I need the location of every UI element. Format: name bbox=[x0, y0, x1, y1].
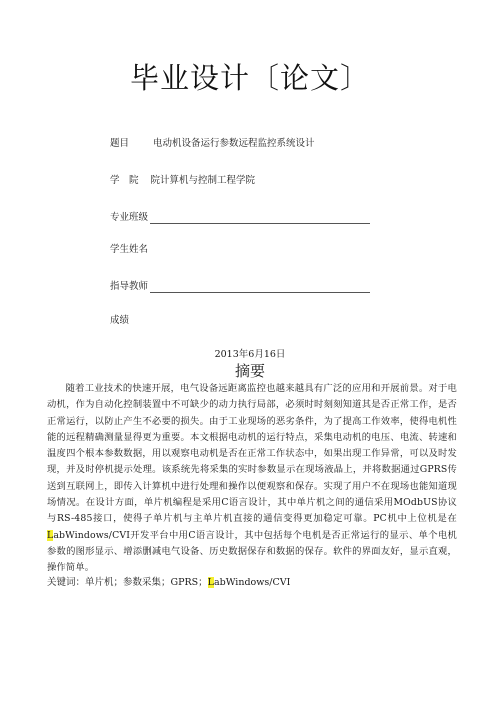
abstract-body bbox=[47, 381, 457, 577]
advisor-field bbox=[110, 281, 370, 293]
keywords-highlight: L bbox=[207, 577, 214, 588]
college-field bbox=[110, 175, 255, 187]
grade-field bbox=[110, 315, 129, 327]
student-label: 学生姓名 bbox=[110, 244, 149, 255]
class-label: 专业班级 bbox=[110, 212, 149, 223]
keywords-line bbox=[47, 574, 290, 588]
class-underline bbox=[150, 214, 370, 224]
topic-field bbox=[110, 138, 315, 150]
topic-value: 电动机设备运行参数远程监控系统设计 bbox=[153, 138, 315, 149]
thesis-title: 毕业设计〔论文〕 bbox=[129, 61, 370, 95]
abstract-paragraph bbox=[47, 381, 457, 577]
topic-label: 题目 bbox=[110, 138, 130, 149]
abstract-heading: 摘要 bbox=[234, 362, 265, 380]
abstract-text-2: abWindows/CVI开发平台中用C语言设计，其中包括每个电机是否正常运行的显示、单个电机参数的图形显示、增添删减电气设备、历史数据保存和数据的保存。软件的界面友好，显示直观，操作简单。 bbox=[47, 529, 457, 574]
keywords-prefix: 关键词：单片机；参数采集；GPRS； bbox=[47, 577, 208, 588]
college-value: 院计算机与控制工程学院 bbox=[150, 175, 256, 186]
abstract-text-1: 随着工业技术的快速开展，电气设备远距离监控也越来越具有广泛的应用和开展前景。对于电动机，作为自动化控制装置中不可缺少的动力执行局部，必须时时刻刻知道其是否正常工作，是否正常运行，以防止产生不必要的损失。由于工业现场的恶劣条件，为了提高工作效率，使得电机性能的远程精确测量显得更为重要。本文根据电动机的运行特点，采集电动机的电压、电流、转速和温度四个根本参数数据，用以观察电动机是否在正常工作状态中，如果出现工作异常，可以及时发现，并及时停机提示处理。该系统先将采集的实时参数显示在现场液晶上，并将数据通过GPRS传送到互联网上，即传入计算机中进行处理和操作以便观察和保存。实现了用户不在现场也能知道现场情况。在设计方面，单片机编程是采用C语言设计，其中单片机之间的通信采用MOdbUS协议与RS-485接口，使得子单片机与主单片机直接的通信变得更加稳定可靠。PC机中上位机是在 bbox=[47, 383, 457, 525]
advisor-label: 指导教师 bbox=[110, 281, 149, 292]
student-field bbox=[110, 244, 148, 256]
advisor-underline bbox=[150, 283, 370, 293]
submission-date: 2013年6月16日 bbox=[214, 349, 286, 360]
grade-label: 成绩 bbox=[110, 315, 130, 326]
class-field bbox=[110, 212, 370, 224]
keywords-suffix: abWindows/CVI bbox=[213, 577, 291, 588]
college-label: 学 院 bbox=[110, 175, 139, 186]
highlight-mark: L bbox=[47, 529, 54, 541]
